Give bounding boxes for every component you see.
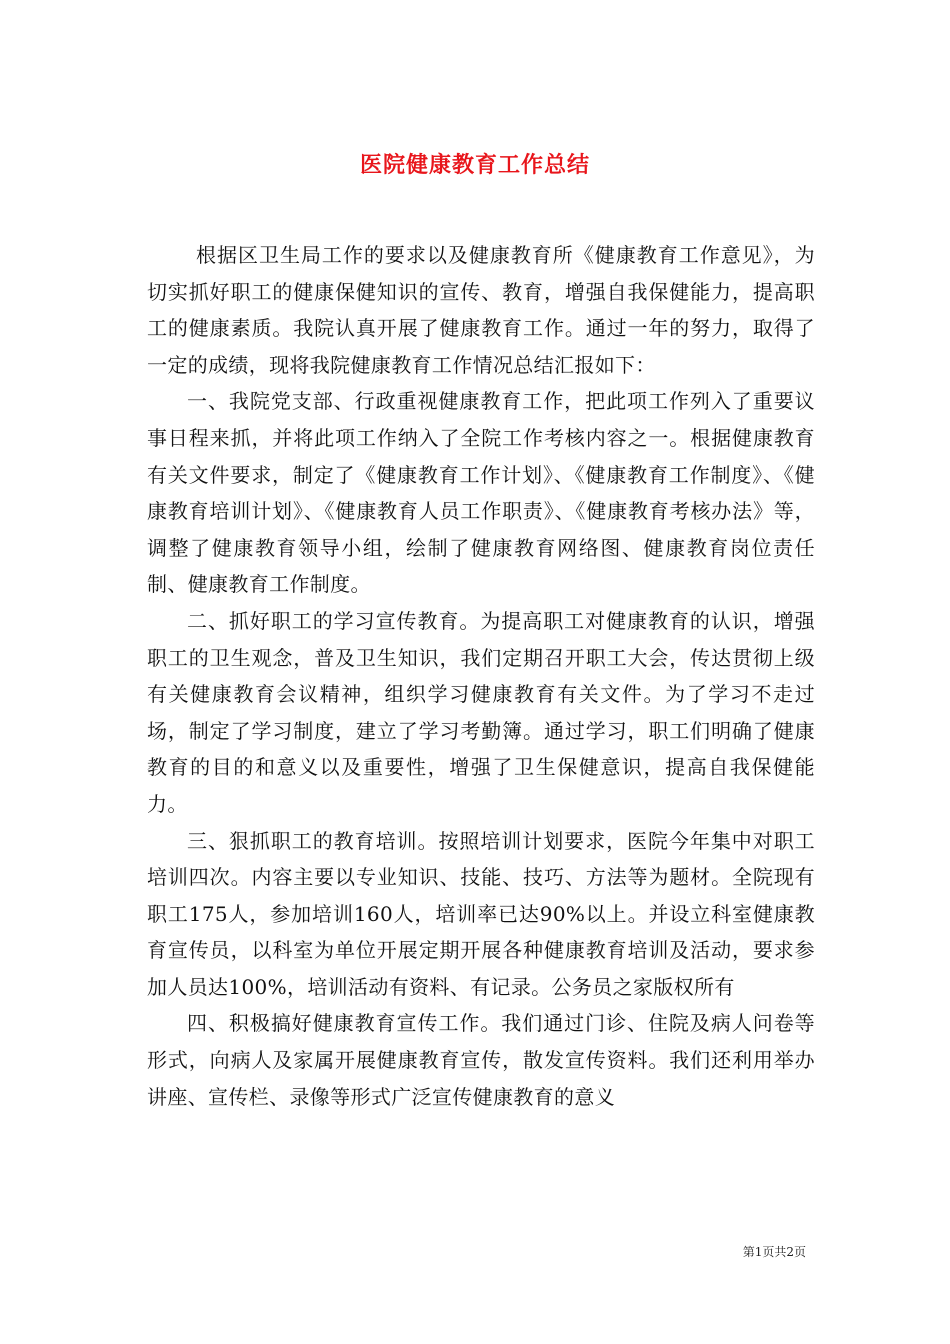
document-title: 医院健康教育工作总结 <box>359 151 590 178</box>
paragraph-section-1: 一、我院党支部、行政重视健康教育工作，把此项工作列入了重要议事日程来抓，并将此项工作纳入了全院工作考核内容之一。根据健康教育有关文件要求，制定了《健康教育工作计划》、《健康教育工作制度》、《健康教育培训计划》、《健康教育人员工作职责》、《健康教育考核办法》等，调整了健康教育领导小组，绘制了健康教育网络图、健康教育岗位责任制、健康教育工作制度。 <box>147 389 815 597</box>
paragraph-intro: 根据区卫生局工作的要求以及健康教育所《健康教育工作意见》，为切实抓好职工的健康保健知识的宣传、教育，增强自我保健能力，提高职工的健康素质。我院认真开展了健康教育工作。通过一年的努力，取得了一定的成绩，现将我院健康教育工作情况总结汇报如下： <box>147 243 815 377</box>
page-number: 第1页共2页 <box>742 1245 806 1259</box>
paragraph-section-4: 四、积极搞好健康教育宣传工作。我们通过门诊、住院及病人问卷等形式，向病人及家属开展健康教育宣传，散发宣传资料。我们还利用举办讲座、宣传栏、录像等形式广泛宣传健康教育的意义 <box>147 1011 815 1109</box>
paragraph-section-3: 三、狠抓职工的教育培训。按照培训计划要求，医院今年集中对职工培训四次。内容主要以专业知识、技能、技巧、方法等为题材。全院现有职工175人，参加培训160人，培训率已达90%以上。并设立科室健康教育宣传员，以科室为单位开展定期开展各种健康教育培训及活动，要求参加人员达100%，培训活动有资料、有记录。公务员之家版权所有 <box>147 828 815 999</box>
document-body <box>147 237 815 1115</box>
paragraph-section-2: 二、抓好职工的学习宣传教育。为提高职工对健康教育的认识，增强职工的卫生观念，普及卫生知识，我们定期召开职工大会，传达贯彻上级有关健康教育会议精神，组织学习健康教育有关文件。为了学习不走过场，制定了学习制度，建立了学习考勤簿。通过学习，职工们明确了健康教育的目的和意义以及重要性，增强了卫生保健意识，提高自我保健能力。 <box>147 608 815 816</box>
